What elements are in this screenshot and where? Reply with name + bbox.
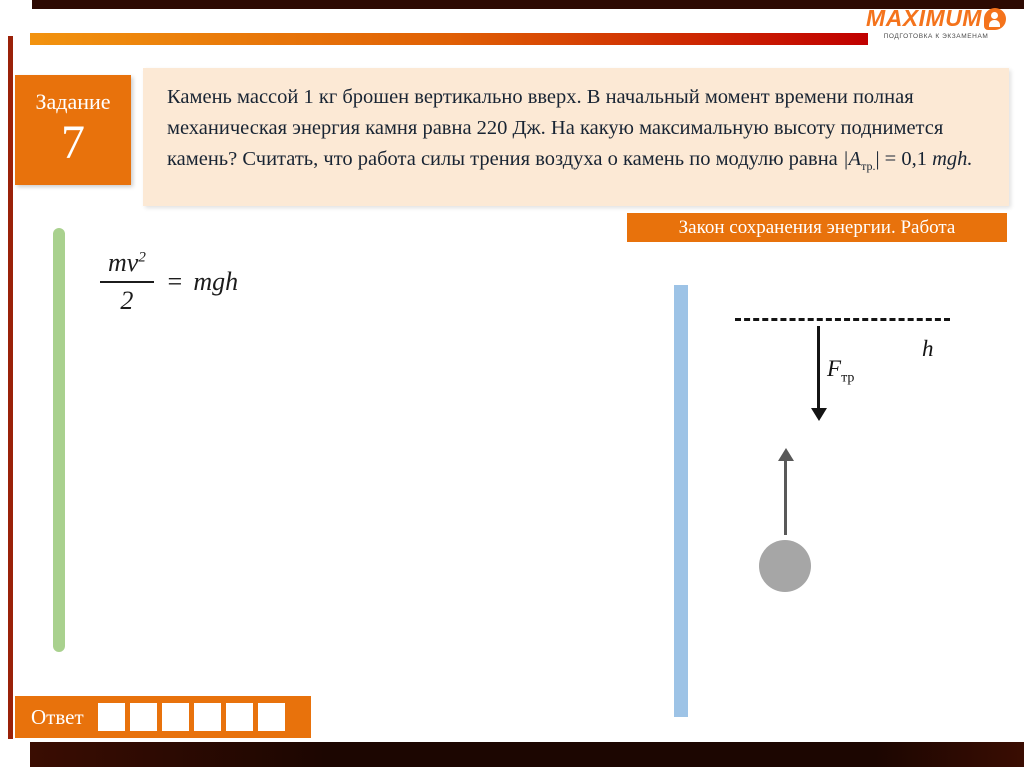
green-divider-bar xyxy=(53,228,65,652)
task-formula-sub: тр. xyxy=(861,158,876,173)
task-number: 7 xyxy=(61,116,85,169)
answer-cell xyxy=(226,703,253,731)
bottom-accent-bar xyxy=(30,742,1024,767)
header-gradient-bar xyxy=(30,33,868,45)
answer-bar xyxy=(15,696,311,738)
task-formula-mgh: mgh. xyxy=(932,147,973,170)
formula-exponent: 2 xyxy=(138,249,146,266)
energy-formula xyxy=(100,248,238,316)
formula-denominator: 2 xyxy=(120,286,134,315)
formula-fraction xyxy=(100,248,154,316)
answer-cell xyxy=(162,703,189,731)
left-accent-bar xyxy=(8,36,13,739)
topic-badge: Закон сохранения энергии. Работа xyxy=(627,213,1007,242)
formula-rhs: mgh xyxy=(193,267,239,296)
max-height-dashed-line xyxy=(735,318,950,321)
task-statement xyxy=(143,68,1009,206)
friction-force-label: $F_{тр}$ xyxy=(827,356,855,386)
task-formula-mid: | = 0,1 xyxy=(875,147,933,170)
answer-cell xyxy=(194,703,221,731)
logo-subtitle: ПОДГОТОВКА К ЭКЗАМЕНАМ xyxy=(883,33,989,40)
brand-logo xyxy=(856,5,1016,40)
friction-force-arrowhead-icon xyxy=(811,408,827,421)
task-formula-A: |A xyxy=(842,147,862,170)
formula-numerator: mv xyxy=(108,248,139,277)
answer-label: Ответ xyxy=(31,704,84,729)
height-label: h xyxy=(922,336,934,361)
task-text: Камень массой 1 кг брошен вертикально вверх. В начальный момент времени полная механическая энергия камня равна 220 Дж. На какую максимальную высоту поднимется камень? Считать, что работа силы трения воздуха о камень по модулю равна xyxy=(167,86,944,170)
blue-divider-bar xyxy=(674,285,688,717)
task-label: Задание xyxy=(35,89,111,114)
answer-cells xyxy=(98,703,285,731)
logo-mascot-icon xyxy=(984,8,1006,30)
friction-force-arrow xyxy=(817,326,820,410)
velocity-arrow xyxy=(784,459,787,535)
velocity-arrowhead-icon xyxy=(778,448,794,461)
answer-cell xyxy=(258,703,285,731)
logo-text: MAXIMUM xyxy=(866,5,982,31)
formula-equals: = xyxy=(165,267,184,296)
answer-cell xyxy=(98,703,125,731)
task-number-box xyxy=(15,75,131,185)
answer-cell xyxy=(130,703,157,731)
stone-circle xyxy=(759,540,811,592)
